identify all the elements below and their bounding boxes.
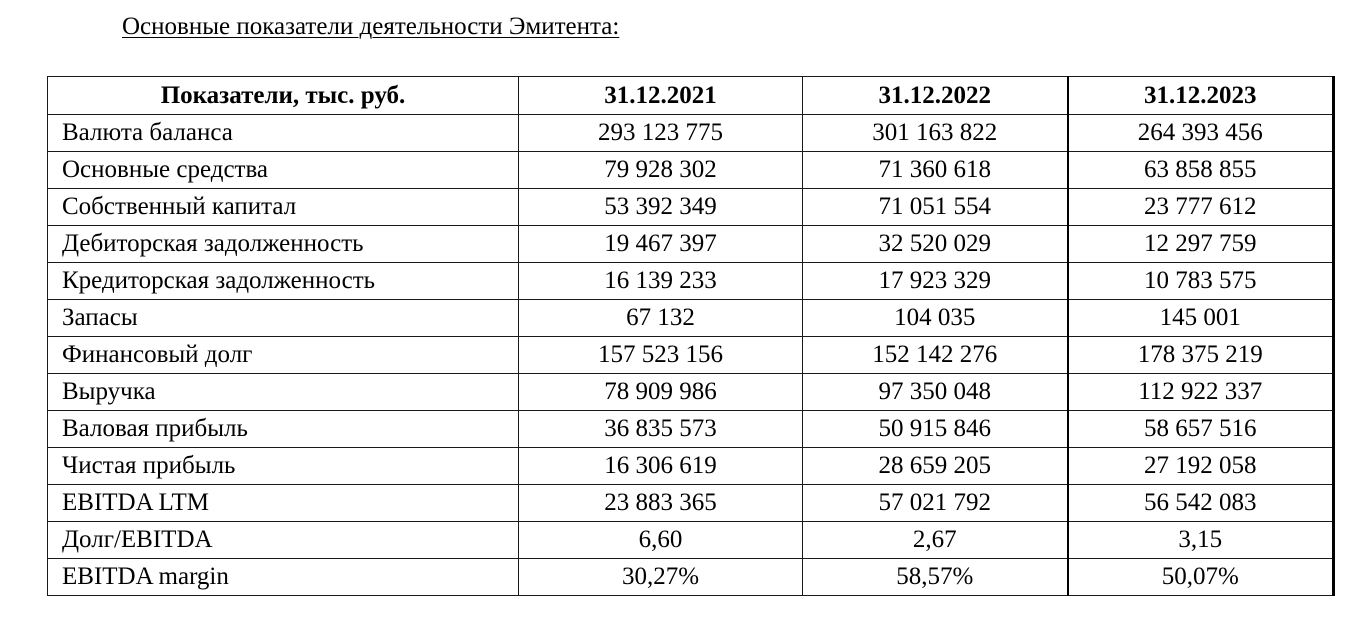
cell-2022: 17 923 329 <box>803 263 1068 300</box>
cell-2021: 16 306 619 <box>519 448 803 485</box>
table-row-financial-debt <box>48 337 1334 374</box>
row-label: Собственный капитал <box>48 189 519 226</box>
financial-indicators-table <box>47 76 1335 596</box>
row-label: Запасы <box>48 300 519 337</box>
cell-2023: 145 001 <box>1068 300 1334 337</box>
cell-2022: 58,57% <box>803 559 1068 596</box>
table-row-gross-profit <box>48 411 1334 448</box>
cell-2022: 28 659 205 <box>803 448 1068 485</box>
cell-2021: 6,60 <box>519 522 803 559</box>
cell-2021: 79 928 302 <box>519 152 803 189</box>
table-row-debt-to-ebitda <box>48 522 1334 559</box>
cell-2023: 12 297 759 <box>1068 226 1334 263</box>
section-heading: Основные показатели деятельности Эмитента: <box>122 13 620 40</box>
table-row-payables <box>48 263 1334 300</box>
column-header-2022: 31.12.2022 <box>803 77 1068 115</box>
row-label: Валовая прибыль <box>48 411 519 448</box>
row-label: Валюта баланса <box>48 115 519 152</box>
cell-2023: 3,15 <box>1068 522 1334 559</box>
table-row-receivables <box>48 226 1334 263</box>
cell-2021: 30,27% <box>519 559 803 596</box>
cell-2021: 16 139 233 <box>519 263 803 300</box>
row-label: Выручка <box>48 374 519 411</box>
table-row-net-profit <box>48 448 1334 485</box>
cell-2022: 2,67 <box>803 522 1068 559</box>
cell-2021: 23 883 365 <box>519 485 803 522</box>
cell-2023: 56 542 083 <box>1068 485 1334 522</box>
table-row-ebitda-ltm <box>48 485 1334 522</box>
cell-2023: 112 922 337 <box>1068 374 1334 411</box>
cell-2023: 264 393 456 <box>1068 115 1334 152</box>
table-row-balance-total <box>48 115 1334 152</box>
cell-2021: 19 467 397 <box>519 226 803 263</box>
cell-2022: 50 915 846 <box>803 411 1068 448</box>
cell-2022: 32 520 029 <box>803 226 1068 263</box>
table-row-equity <box>48 189 1334 226</box>
cell-2023: 50,07% <box>1068 559 1334 596</box>
table-row-revenue <box>48 374 1334 411</box>
cell-2022: 152 142 276 <box>803 337 1068 374</box>
cell-2021: 78 909 986 <box>519 374 803 411</box>
row-label: Основные средства <box>48 152 519 189</box>
cell-2021: 67 132 <box>519 300 803 337</box>
cell-2023: 10 783 575 <box>1068 263 1334 300</box>
column-header-2023: 31.12.2023 <box>1068 77 1334 115</box>
table-row-inventory <box>48 300 1334 337</box>
table-header-row <box>48 77 1334 115</box>
cell-2022: 301 163 822 <box>803 115 1068 152</box>
cell-2022: 97 350 048 <box>803 374 1068 411</box>
row-label: Кредиторская задолженность <box>48 263 519 300</box>
cell-2021: 36 835 573 <box>519 411 803 448</box>
row-label: EBITDA LTM <box>48 485 519 522</box>
cell-2023: 23 777 612 <box>1068 189 1334 226</box>
cell-2022: 71 360 618 <box>803 152 1068 189</box>
cell-2021: 157 523 156 <box>519 337 803 374</box>
table-row-fixed-assets <box>48 152 1334 189</box>
column-header-indicator: Показатели, тыс. руб. <box>48 77 519 115</box>
cell-2022: 104 035 <box>803 300 1068 337</box>
column-header-2021: 31.12.2021 <box>519 77 803 115</box>
table-row-ebitda-margin <box>48 559 1334 596</box>
row-label: Долг/EBITDA <box>48 522 519 559</box>
cell-2023: 58 657 516 <box>1068 411 1334 448</box>
row-label: Финансовый долг <box>48 337 519 374</box>
row-label: Чистая прибыль <box>48 448 519 485</box>
cell-2023: 63 858 855 <box>1068 152 1334 189</box>
row-label: EBITDA margin <box>48 559 519 596</box>
cell-2021: 53 392 349 <box>519 189 803 226</box>
cell-2021: 293 123 775 <box>519 115 803 152</box>
cell-2022: 71 051 554 <box>803 189 1068 226</box>
cell-2023: 27 192 058 <box>1068 448 1334 485</box>
cell-2023: 178 375 219 <box>1068 337 1334 374</box>
row-label: Дебиторская задолженность <box>48 226 519 263</box>
cell-2022: 57 021 792 <box>803 485 1068 522</box>
